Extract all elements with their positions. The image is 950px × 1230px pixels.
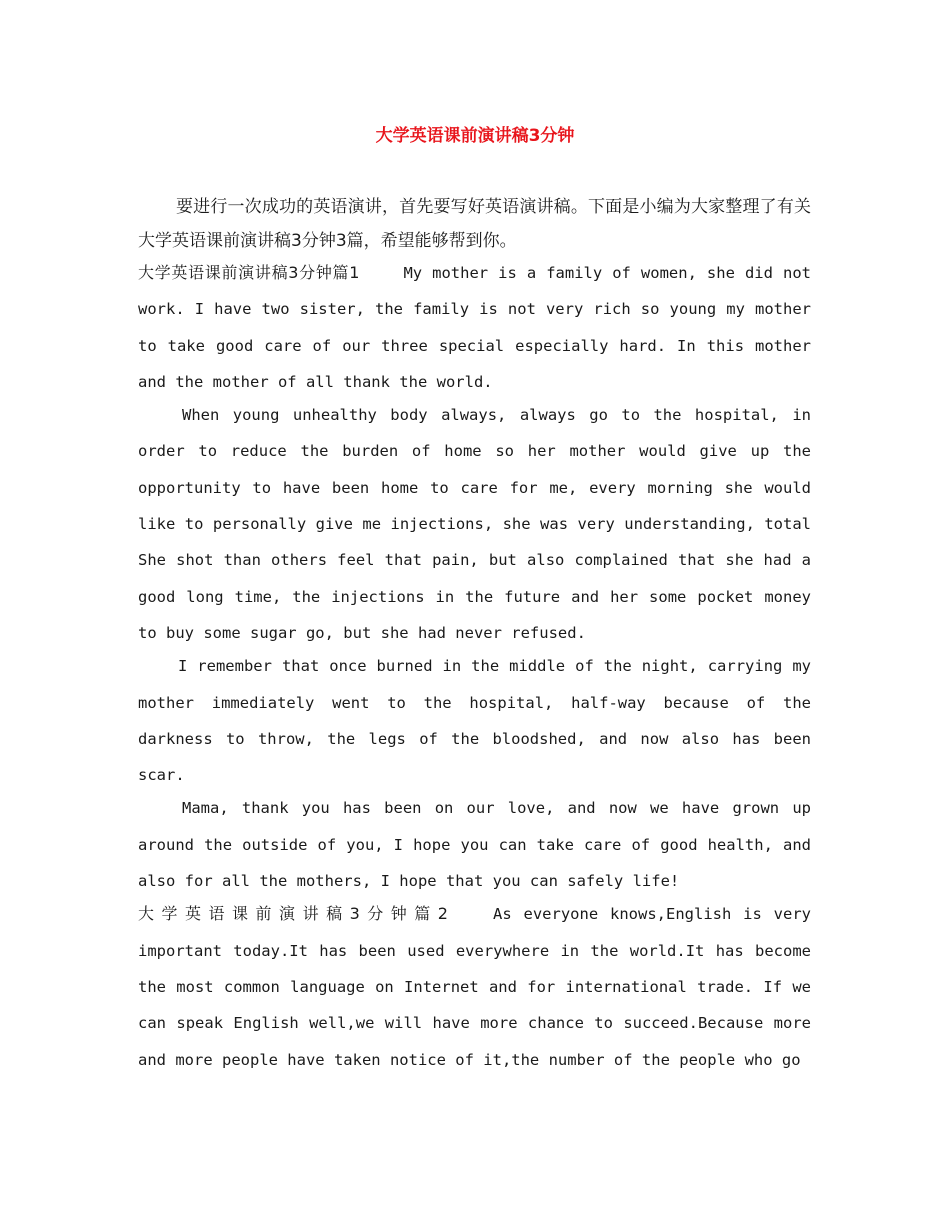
intro-paragraph: 要进行一次成功的英语演讲，首先要写好英语演讲稿。下面是小编为大家整理了有关大学英语课前演讲稿3分钟3篇，希望能够帮到你。: [138, 197, 811, 251]
document-title: 大学英语课前演讲稿3分钟: [375, 126, 575, 146]
section1-paragraph-2: When young unhealthy body always, always go to the hospital, in order to reduce the burden of home so her mother would give up the opportunity to have been home to care for me, every morning she would like to personally give me injections, she was very understanding, total She shot than others feel that pain, but also complained that she had a good long time, the injections in the future and her some pocket money to buy some sugar go, but she had never refused.: [138, 406, 811, 642]
section1-paragraph-1: My mother is a family of women, she did not work. I have two sister, the family is not very rich so young my mother to take good care of our three special especially hard. In this mother and the mother of all thank the world.: [138, 264, 811, 391]
section2-heading: 大学英语课前演讲稿3分钟篇2: [138, 904, 453, 924]
section1-heading: 大学英语课前演讲稿3分钟篇1: [138, 263, 360, 282]
section2-paragraph-1: As everyone knows,English is very important today.It has been used everywhere in the world.It has become the most common language on Internet and for international trade. If we can speak English well,we will have more chance to succeed.Because more and more people have taken notice of it,the number of the people who go: [138, 905, 811, 1069]
section1-paragraph-4: Mama, thank you has been on our love, and now we have grown up around the outside of you, I hope you can take care of good health, and also for all the mothers, I hope that you can safely life!: [138, 799, 811, 891]
section1-first-paragraph: [138, 255, 811, 400]
section1-paragraph-3: I remember that once burned in the middle of the night, carrying my mother immediately went to the hospital, half-way because of the darkness to throw, the legs of the bloodshed, and now also has been scar.: [138, 657, 811, 785]
section2-first-paragraph: [138, 896, 811, 1077]
document-body: [138, 190, 811, 1078]
